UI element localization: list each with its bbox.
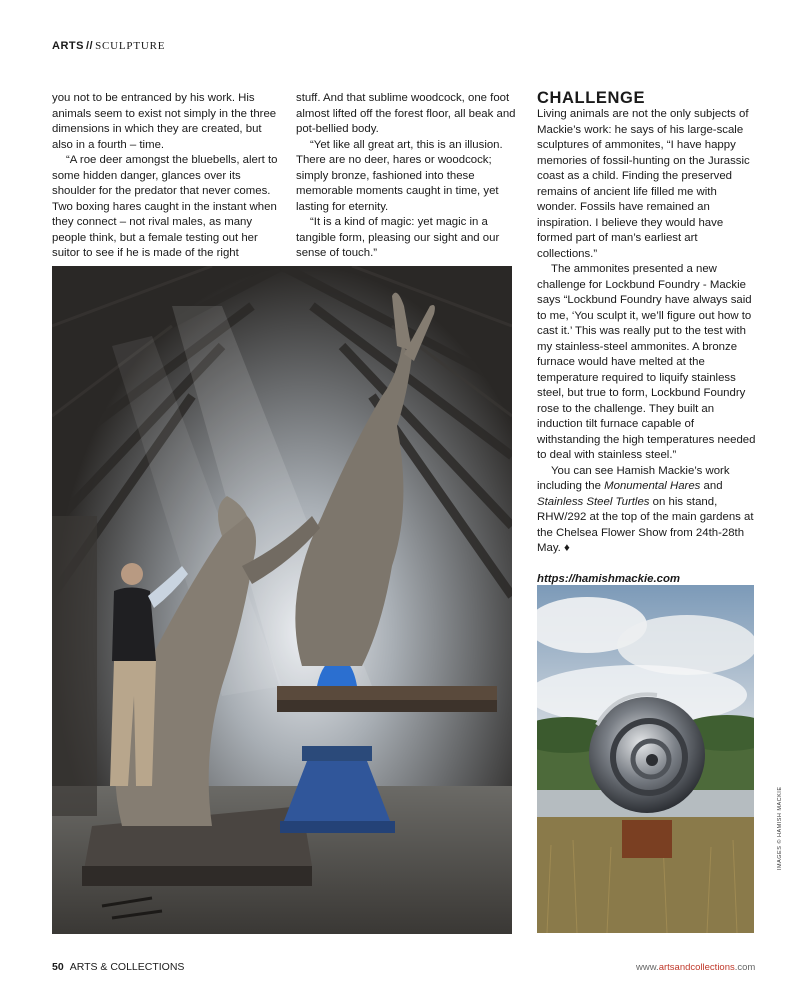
article-column-3 <box>537 89 759 587</box>
column2-paragraph-1: stuff. And that sublime woodcock, one foot almost lifted off the forest floor, all beak and pot-bellied body. <box>296 92 516 135</box>
section-header <box>52 40 165 52</box>
url-suffix: .com <box>734 962 756 973</box>
p3-text-b: and <box>700 480 723 492</box>
url-brand: artsandcollections <box>658 962 735 973</box>
hares-photo-illustration <box>52 266 512 934</box>
column2-paragraph-3: “It is a kind of magic: yet magic in a tangible form, pleasing our sight and our sense of touch.” <box>296 216 500 259</box>
footer-website[interactable] <box>636 962 755 973</box>
challenge-heading: CHALLENGE <box>537 89 646 107</box>
hares-sculpture-photo <box>52 266 512 934</box>
column1-paragraph-2: “A roe deer amongst the bluebells, alert to some hidden danger, glances over its shoulder for the predator that never comes. Two boxing hares caught in the instant when they connect – not rival males, as many people think, but a female testing out her suitor to see if he is made of the right <box>52 154 278 259</box>
column3-paragraph-2: The ammonites presented a new challenge for Lockbund Foundry - Mackie says “Lockbund Foundry have always said to me, ‘You sculpt it, we’ll figure out how to cast it.’ This was really put to the test with my stainless-steel ammonites. A bronze furnace would have melted at the temperature required to liquify stainless steel, but true to form, Lockbund Foundry rose to the challenge. They built an induction tilt furnace capable of withstanding the high temperatures needed to deal with stainless steel.” <box>537 263 756 461</box>
page-footer <box>52 961 184 973</box>
subsection-label: SCULPTURE <box>95 40 166 52</box>
section-label: ARTS <box>52 40 84 52</box>
column1-paragraph-1: you not to be entranced by his work. His animals seem to exist not simply in the three dimensions in which they are created, but also in a fourth – time. <box>52 92 277 151</box>
column2-paragraph-2: “Yet like all great art, this is an illusion. There are no deer, hares or woodcock; simply bronze, fashioned into these memorable moments caught in time, yet lasting for eternity. <box>296 138 503 213</box>
page-number: 50 <box>52 961 64 973</box>
end-mark-icon: ♦ <box>564 542 570 554</box>
ammonite-photo-illustration <box>537 585 754 933</box>
p3-text-a: You can see Hamish Mackie’s work including the <box>537 464 730 492</box>
ammonite-sculpture-photo <box>537 585 754 933</box>
magazine-name: ARTS & COLLECTIONS <box>69 961 185 973</box>
section-separator: // <box>85 40 94 52</box>
column3-paragraph-3 <box>537 464 759 557</box>
p3-title-turtles: Stainless Steel Turtles <box>537 495 650 508</box>
p3-text-c: on his stand, RHW/292 at the top of the main gardens at the Chelsea Flower Show from 24th-28th May. <box>537 495 754 554</box>
column3-paragraph-1: Living animals are not the only subjects of Mackie’s work: he says of his large-scale sculptures of ammonites, “I have happy memories of fossil-hunting on the Jurassic coast as a child. Finding the preserved remains of ancient life filled me with wonder. Fossils have remained an inspiration. I believe they would have formed part of man’s earliest art collections.” <box>537 108 750 260</box>
article-column-2 <box>296 91 520 262</box>
artist-website-link[interactable]: https://hamishmackie.com <box>537 572 681 585</box>
url-prefix: www. <box>636 962 659 973</box>
article-column-1 <box>52 91 278 262</box>
image-credit: IMAGES © HAMISH MACKIE <box>777 786 783 870</box>
p3-title-hares: Monumental Hares <box>604 480 701 492</box>
